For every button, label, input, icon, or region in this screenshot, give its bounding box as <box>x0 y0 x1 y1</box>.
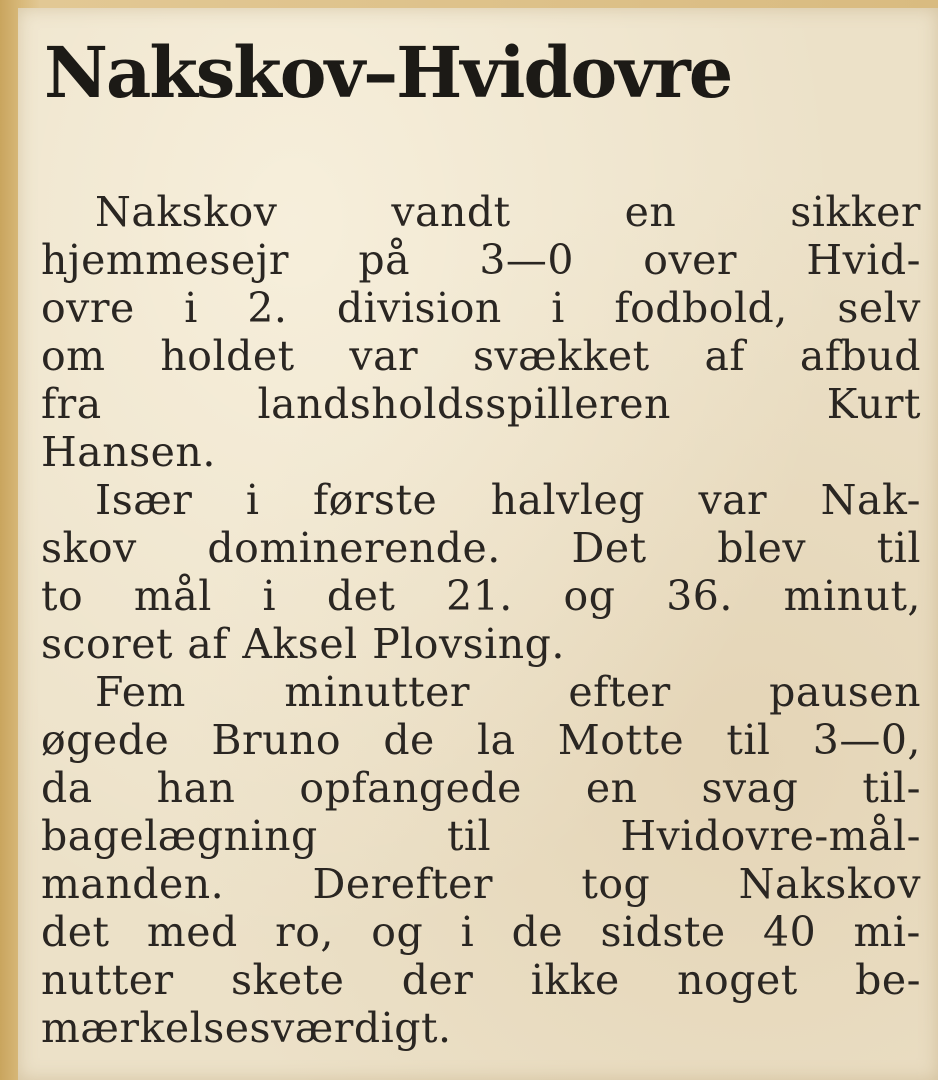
word: de <box>383 716 435 764</box>
word: halvleg <box>490 476 645 524</box>
word: blev <box>717 524 807 572</box>
word: Aksel <box>242 620 358 668</box>
text-line <box>41 284 921 332</box>
word: en <box>624 188 677 236</box>
word: manden. <box>41 860 225 908</box>
word: i <box>245 476 260 524</box>
text-line <box>41 812 921 860</box>
text-line <box>41 908 921 956</box>
word: afbud <box>799 332 921 380</box>
word: tog <box>581 860 651 908</box>
article-body <box>41 188 921 1052</box>
word: i <box>262 572 277 620</box>
text-line <box>41 380 921 428</box>
word: skete <box>231 956 345 1004</box>
word: fodbold, <box>614 284 788 332</box>
word: 40 <box>763 908 817 956</box>
word: la <box>477 716 516 764</box>
word: minut, <box>783 572 921 620</box>
word: af <box>187 620 228 668</box>
word: 3—0, <box>812 716 921 764</box>
word: til- <box>862 764 921 812</box>
text-line <box>41 332 921 380</box>
word: selv <box>837 284 921 332</box>
word: over <box>643 236 738 284</box>
word: minutter <box>284 668 470 716</box>
word: scoret <box>41 620 174 668</box>
word: Nakskov <box>95 188 278 236</box>
word: Fem <box>95 668 186 716</box>
word: Hvid- <box>806 236 921 284</box>
word: dominerende. <box>207 524 501 572</box>
word: Hvidovre-mål- <box>620 812 921 860</box>
text-line <box>41 860 921 908</box>
word: første <box>312 476 438 524</box>
word: to <box>41 572 84 620</box>
text-line <box>41 188 921 236</box>
word: Kurt <box>826 380 921 428</box>
word: nutter <box>41 956 174 1004</box>
word: i <box>551 284 565 332</box>
text-line <box>41 764 921 812</box>
word: Nakskov <box>738 860 921 908</box>
word: noget <box>677 956 798 1004</box>
word: i <box>184 284 198 332</box>
word: be- <box>855 956 921 1004</box>
word: svag <box>701 764 799 812</box>
word: skov <box>41 524 137 572</box>
word: Plovsing. <box>372 620 565 668</box>
text-line <box>41 716 921 764</box>
word: på <box>358 236 411 284</box>
word: 21. <box>446 572 513 620</box>
word: opfangede <box>299 764 522 812</box>
word: sikker <box>790 188 921 236</box>
word: det <box>41 908 110 956</box>
word: ikke <box>530 956 620 1004</box>
text-line <box>41 1004 921 1052</box>
word: 2. <box>247 284 288 332</box>
word: hjemmesejr <box>41 236 290 284</box>
word: 36. <box>666 572 733 620</box>
word: Det <box>571 524 647 572</box>
word: Motte <box>557 716 685 764</box>
word: og <box>371 908 424 956</box>
word: mærkelsesværdigt. <box>41 1004 452 1052</box>
word: ro, <box>275 908 334 956</box>
word: Bruno <box>211 716 342 764</box>
word: og <box>563 572 616 620</box>
word: var <box>698 476 768 524</box>
word: de <box>511 908 564 956</box>
word: øgede <box>41 716 170 764</box>
text-line <box>41 428 921 476</box>
word: med <box>146 908 238 956</box>
word: da <box>41 764 93 812</box>
word: Nak- <box>820 476 921 524</box>
word: efter <box>568 668 671 716</box>
word: det <box>326 572 396 620</box>
word: til <box>446 812 492 860</box>
word: der <box>401 956 474 1004</box>
word: holdet <box>160 332 295 380</box>
word: fra <box>41 380 102 428</box>
text-line <box>41 620 921 668</box>
text-line <box>41 956 921 1004</box>
headline: Nakskov–Hvidovre <box>44 31 732 114</box>
word: mi- <box>853 908 921 956</box>
word: vandt <box>391 188 511 236</box>
word: i <box>460 908 475 956</box>
text-line <box>41 476 921 524</box>
text-line <box>41 236 921 284</box>
text-line <box>41 524 921 572</box>
word: han <box>156 764 236 812</box>
word: Især <box>95 476 193 524</box>
word: Hansen. <box>41 428 216 476</box>
word: til <box>726 716 771 764</box>
word: ovre <box>41 284 135 332</box>
word: til <box>876 524 921 572</box>
word: var <box>349 332 419 380</box>
word: Derefter <box>312 860 494 908</box>
word: en <box>585 764 638 812</box>
text-line <box>41 572 921 620</box>
word: om <box>41 332 106 380</box>
text-line <box>41 668 921 716</box>
word: sidste <box>600 908 726 956</box>
word: af <box>704 332 746 380</box>
word: 3—0 <box>479 236 574 284</box>
word: landsholdsspilleren <box>257 380 671 428</box>
word: bagelægning <box>41 812 318 860</box>
word: pausen <box>769 668 921 716</box>
word: svækket <box>472 332 650 380</box>
word: division <box>336 284 502 332</box>
word: mål <box>133 572 212 620</box>
